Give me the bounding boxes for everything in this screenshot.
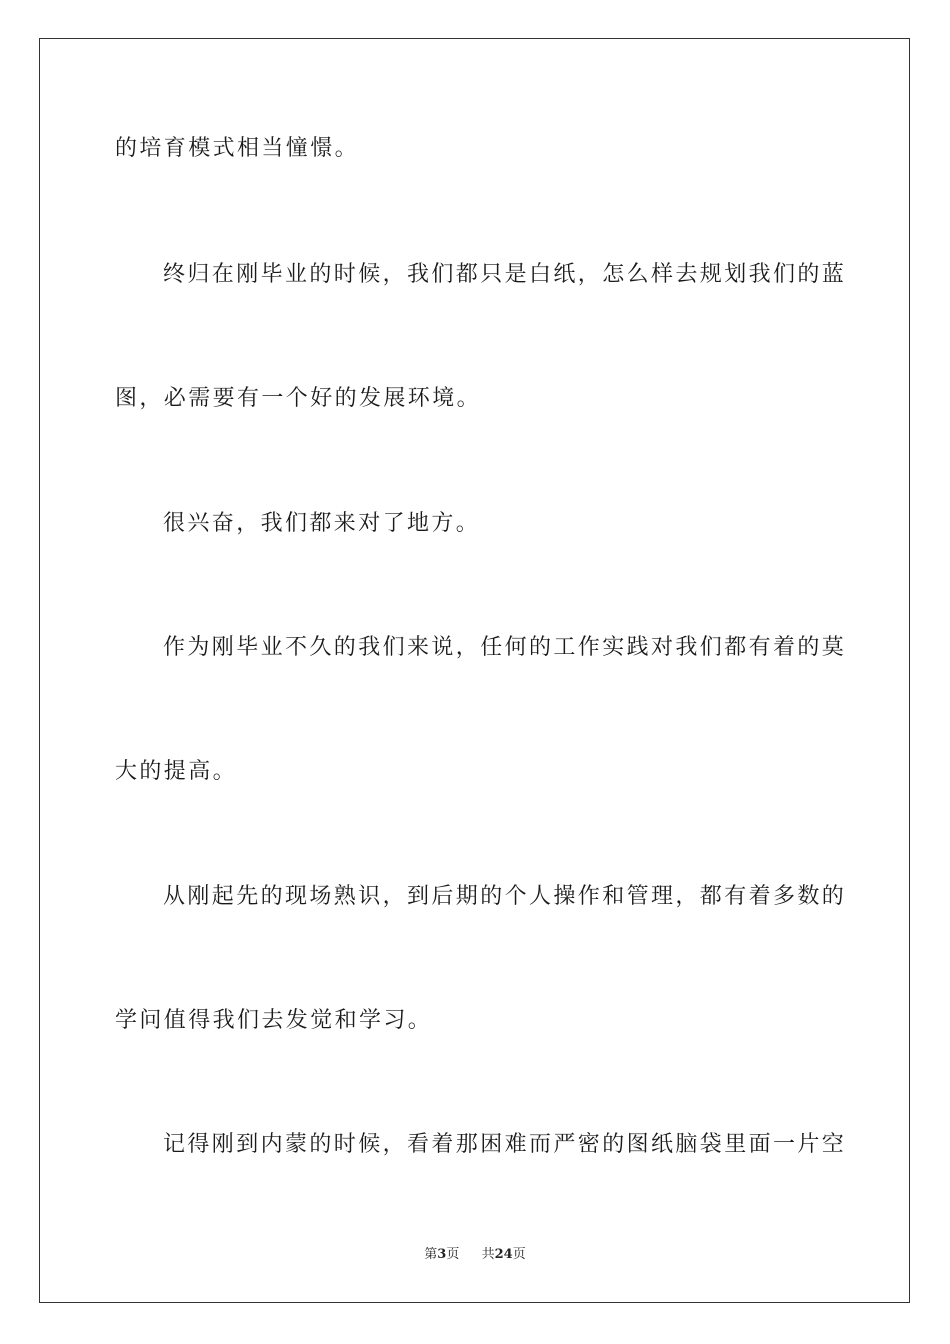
body-text-line: 的培育模式相当憧憬。 bbox=[115, 136, 360, 161]
body-text-line: 记得刚到内蒙的时候，看着那困难而严密的图纸脑袋里面一片空 bbox=[163, 1132, 847, 1157]
body-text-line: 很兴奋，我们都来对了地方。 bbox=[163, 511, 481, 536]
page-footer bbox=[0, 1247, 950, 1263]
page-number: 第3页 bbox=[424, 1247, 460, 1262]
body-text-line: 终归在刚毕业的时候，我们都只是白纸，怎么样去规划我们的蓝 bbox=[163, 262, 847, 287]
body-text-line: 图，必需要有一个好的发展环境。 bbox=[115, 386, 482, 411]
body-text-line: 大的提高。 bbox=[115, 759, 238, 784]
body-text-line: 作为刚毕业不久的我们来说，任何的工作实践对我们都有着的莫 bbox=[163, 635, 847, 660]
page-total: 共24页 bbox=[481, 1247, 526, 1262]
body-text-line: 从刚起先的现场熟识，到后期的个人操作和管理，都有着多数的 bbox=[163, 884, 847, 909]
page-border bbox=[39, 38, 910, 1303]
body-text-line: 学问值得我们去发觉和学习。 bbox=[115, 1008, 433, 1033]
